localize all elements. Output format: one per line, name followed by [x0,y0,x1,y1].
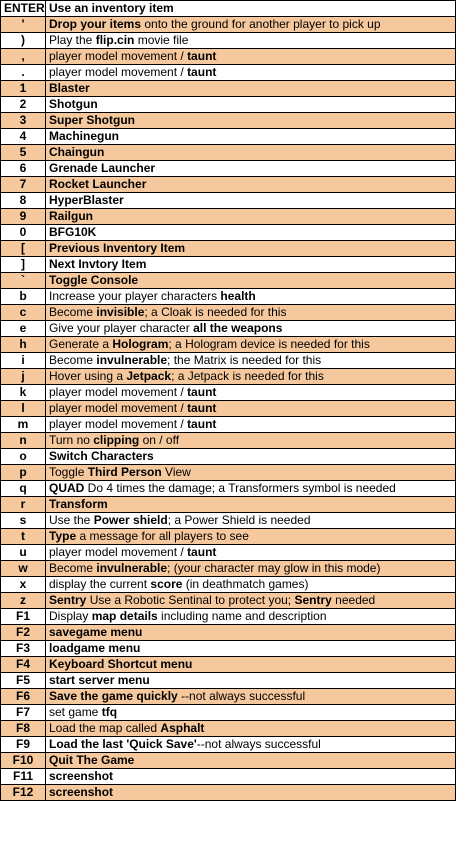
shortcut-row [1,353,456,369]
shortcut-description [46,257,456,273]
shortcut-description [46,225,456,241]
shortcut-row [1,145,456,161]
shortcut-row [1,513,456,529]
shortcut-description [46,353,456,369]
shortcut-row [1,273,456,289]
shortcut-description [46,769,456,785]
shortcut-key: s [1,513,46,529]
shortcut-description [46,17,456,33]
description-bold-text: Super Shotgun [49,113,135,127]
description-bold-text: Sentry [294,593,332,607]
shortcut-description [46,49,456,65]
shortcut-key: l [1,401,46,417]
shortcut-row [1,193,456,209]
shortcut-key: 4 [1,129,46,145]
shortcut-description [46,241,456,257]
shortcut-description [46,337,456,353]
description-bold-text: start server menu [49,673,150,687]
shortcut-key: F1 [1,609,46,625]
description-text: View [161,465,191,479]
shortcut-description [46,193,456,209]
shortcut-key: F5 [1,673,46,689]
shortcut-key: F4 [1,657,46,673]
shortcut-row [1,161,456,177]
shortcut-key: 3 [1,113,46,129]
shortcut-key: z [1,593,46,609]
description-text: needed [331,593,376,607]
shortcut-description [46,433,456,449]
description-bold-text: taunt [187,401,217,415]
description-text: ; (your character may glow in this mode) [167,561,381,575]
shortcut-key: x [1,577,46,593]
shortcut-row [1,129,456,145]
shortcut-row [1,689,456,705]
description-bold-text: Third Person [87,465,162,479]
shortcut-key: 5 [1,145,46,161]
shortcut-row [1,497,456,513]
shortcut-description [46,161,456,177]
shortcut-row [1,321,456,337]
shortcut-row [1,481,456,497]
description-bold-text: Railgun [49,209,93,223]
shortcut-row [1,65,456,81]
shortcut-row [1,705,456,721]
shortcut-description [46,385,456,401]
description-text: player model movement / [49,385,188,399]
description-text: on / off [139,433,180,447]
shortcut-description [46,289,456,305]
description-bold-text: invisible [96,305,145,319]
description-text: (in deathmatch games) [182,577,309,591]
description-bold-text: BFG10K [49,225,97,239]
description-bold-text: clipping [93,433,140,447]
shortcut-description [46,657,456,673]
shortcut-description [46,417,456,433]
shortcut-description [46,65,456,81]
shortcut-row [1,49,456,65]
description-text: Load the map called [49,721,161,735]
description-bold-text: tfq [101,705,118,719]
shortcut-description [46,497,456,513]
shortcut-key: t [1,529,46,545]
shortcut-description [46,545,456,561]
shortcut-key: . [1,65,46,81]
shortcut-description [46,721,456,737]
description-text: a message for all players to see [76,529,249,543]
shortcut-row [1,385,456,401]
shortcut-row [1,433,456,449]
description-bold-text: Asphalt [160,721,205,735]
description-text: Become [49,353,97,367]
description-text: movie file [134,33,189,47]
description-bold-text: Keyboard Shortcut menu [49,657,193,671]
description-text: Toggle [49,465,88,479]
description-text: set game [49,705,102,719]
shortcut-key: q [1,481,46,497]
description-text: Use the [49,513,94,527]
description-bold-text: all the weapons [193,321,283,335]
shortcut-row [1,545,456,561]
shortcut-description [46,33,456,49]
description-bold-text: invulnerable [96,353,168,367]
shortcut-row [1,673,456,689]
shortcut-key: m [1,417,46,433]
description-bold-text: Jetpack [126,369,172,383]
shortcut-key: 1 [1,81,46,97]
description-bold-text: Next Invtory Item [49,257,147,271]
shortcut-row [1,209,456,225]
shortcut-description [46,113,456,129]
shortcut-description [46,273,456,289]
description-bold-text: taunt [187,545,217,559]
shortcut-key: b [1,289,46,305]
shortcut-key: h [1,337,46,353]
shortcut-key: [ [1,241,46,257]
shortcut-row [1,113,456,129]
shortcut-rows [1,1,456,801]
shortcut-row [1,721,456,737]
description-bold-text: Hologram [112,337,169,351]
shortcut-key: o [1,449,46,465]
shortcut-description [46,705,456,721]
description-bold-text: Previous Inventory Item [49,241,186,255]
description-bold-text: map details [91,609,158,623]
description-text: --not always successful [177,689,306,703]
shortcut-row [1,401,456,417]
shortcut-key: 6 [1,161,46,177]
shortcut-description [46,561,456,577]
description-text: including name and description [157,609,327,623]
shortcut-row [1,753,456,769]
shortcut-description [46,577,456,593]
shortcut-description [46,673,456,689]
shortcut-description [46,177,456,193]
shortcut-description [46,145,456,161]
description-bold-text: health [220,289,256,303]
shortcut-key: ENTER [1,1,46,17]
description-text: player model movement / [49,401,188,415]
shortcut-key: r [1,497,46,513]
description-bold-text: Load the last 'Quick Save' [49,737,197,751]
shortcut-key: 0 [1,225,46,241]
shortcut-key: c [1,305,46,321]
shortcut-description [46,737,456,753]
description-text: ; the Matrix is needed for this [167,353,322,367]
shortcut-row [1,529,456,545]
description-bold-text: Grenade Launcher [49,161,156,175]
description-text: Become [49,561,97,575]
shortcut-key: ] [1,257,46,273]
shortcut-key: F12 [1,785,46,801]
shortcut-row [1,177,456,193]
shortcut-description [46,209,456,225]
shortcut-key: 7 [1,177,46,193]
description-text: ; a Power Shield is needed [167,513,311,527]
shortcut-row [1,369,456,385]
shortcut-key: 9 [1,209,46,225]
shortcut-description [46,689,456,705]
shortcut-description [46,625,456,641]
shortcut-row [1,241,456,257]
description-text: Give your player character [49,321,194,335]
shortcut-description [46,481,456,497]
shortcut-row [1,449,456,465]
description-bold-text: Type [49,529,77,543]
shortcut-row [1,289,456,305]
description-text: Increase your player characters [49,289,221,303]
description-bold-text: screenshot [49,785,114,799]
description-bold-text: flip.cin [95,33,135,47]
description-text: ; a Jetpack is needed for this [171,369,324,383]
description-text: player model movement / [49,49,188,63]
shortcut-row [1,785,456,801]
description-bold-text: Machinegun [49,129,120,143]
shortcut-description [46,305,456,321]
description-bold-text: score [150,577,183,591]
shortcut-row [1,593,456,609]
shortcut-key: w [1,561,46,577]
shortcut-row [1,769,456,785]
shortcut-description [46,97,456,113]
description-bold-text: Toggle Console [49,273,139,287]
description-bold-text: screenshot [49,769,114,783]
shortcut-row [1,641,456,657]
description-text: player model movement / [49,545,188,559]
description-bold-text: Quit The Game [49,753,135,767]
shortcut-row [1,625,456,641]
shortcut-key: i [1,353,46,369]
shortcut-row [1,257,456,273]
shortcut-key: j [1,369,46,385]
description-bold-text: Power shield [93,513,168,527]
shortcut-key: ` [1,273,46,289]
description-bold-text: HyperBlaster [49,193,124,207]
shortcut-description [46,753,456,769]
description-text: Display [49,609,92,623]
shortcut-key: k [1,385,46,401]
description-bold-text: Rocket Launcher [49,177,147,191]
shortcut-description [46,129,456,145]
shortcut-description [46,465,456,481]
shortcut-key: F11 [1,769,46,785]
description-bold-text: invulnerable [96,561,168,575]
shortcut-description [46,369,456,385]
shortcut-row [1,305,456,321]
shortcut-key: n [1,433,46,449]
description-text: Play the [49,33,96,47]
shortcut-row [1,1,456,17]
description-bold-text: Drop your items [49,17,142,31]
description-bold-text: Shotgun [49,97,98,111]
shortcut-description [46,321,456,337]
description-bold-text: Use an inventory item [49,1,174,15]
shortcut-row [1,561,456,577]
description-text: ; a Hologram device is needed for this [168,337,370,351]
shortcut-description [46,401,456,417]
shortcut-key: u [1,545,46,561]
shortcut-key: 2 [1,97,46,113]
shortcut-row [1,17,456,33]
description-text: Do 4 times the damage; a Transformers symbol is needed [84,481,396,495]
shortcut-row [1,609,456,625]
shortcut-row [1,81,456,97]
description-text: Become [49,305,97,319]
shortcut-key: F10 [1,753,46,769]
shortcut-description [46,1,456,17]
shortcut-key: 8 [1,193,46,209]
shortcut-key: F6 [1,689,46,705]
description-text: ; a Cloak is needed for this [144,305,287,319]
description-bold-text: taunt [187,49,217,63]
shortcut-key: F7 [1,705,46,721]
shortcut-description [46,609,456,625]
shortcut-row [1,577,456,593]
shortcut-key: F3 [1,641,46,657]
shortcut-description [46,785,456,801]
shortcut-description [46,593,456,609]
description-bold-text: taunt [187,65,217,79]
shortcut-row [1,33,456,49]
description-bold-text: Blaster [49,81,90,95]
shortcut-row [1,657,456,673]
shortcut-row [1,465,456,481]
shortcut-key: , [1,49,46,65]
description-bold-text: Chaingun [49,145,105,159]
description-bold-text: taunt [187,385,217,399]
shortcut-description [46,641,456,657]
shortcut-key: p [1,465,46,481]
description-bold-text: taunt [187,417,217,431]
description-text: Turn no [49,433,94,447]
shortcut-row [1,97,456,113]
shortcut-key: F8 [1,721,46,737]
description-text: player model movement / [49,417,188,431]
description-text: --not always successful [196,737,321,751]
description-text: player model movement / [49,65,188,79]
description-bold-text: QUAD [49,481,85,495]
shortcut-row [1,417,456,433]
description-bold-text: Switch Characters [49,449,154,463]
shortcut-key: F9 [1,737,46,753]
description-bold-text: Sentry [49,593,87,607]
shortcut-row [1,225,456,241]
description-text: onto the ground for another player to pick up [141,17,381,31]
description-bold-text: Save the game quickly [49,689,178,703]
shortcut-description [46,529,456,545]
description-bold-text: Transform [49,497,108,511]
description-text: Hover using a [49,369,127,383]
shortcut-key: e [1,321,46,337]
shortcut-row [1,337,456,353]
shortcut-key: ) [1,33,46,49]
description-text: display the current [49,577,151,591]
shortcut-key: ' [1,17,46,33]
description-bold-text: savegame menu [49,625,143,639]
description-text: Generate a [49,337,113,351]
shortcut-description [46,81,456,97]
shortcut-row [1,737,456,753]
description-text: Use a Robotic Sentinal to protect you; [86,593,295,607]
shortcut-key: F2 [1,625,46,641]
description-bold-text: loadgame menu [49,641,141,655]
shortcut-description [46,513,456,529]
shortcut-description [46,449,456,465]
